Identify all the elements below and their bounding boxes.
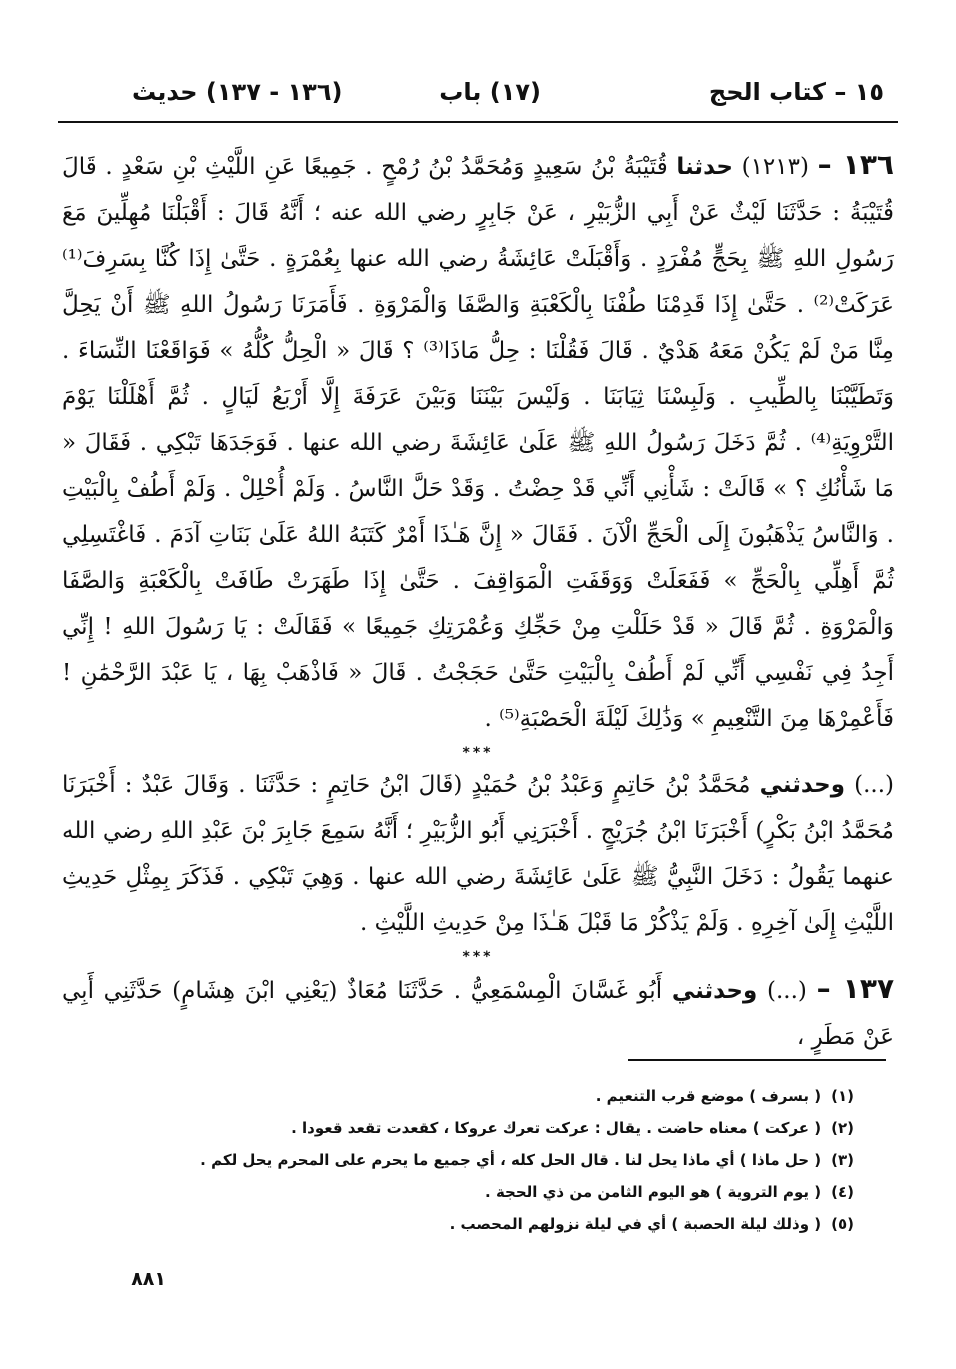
hadith-136-opener: حدثنا [676,154,733,180]
hadith-137-text: أَبُو غَسَّانَ الْمِسْمَعِيُّ . حَدَّثَنَا مُعَاذٌ (يَعْنِي ابْنَ هِشَامٍ) حَدَّثَنِي أَبِي عَنْ مَطَرٍ ، [62,978,894,1050]
footnote [62,1112,854,1144]
footnote [62,1208,854,1240]
hadith-136-variant-opener: وحدثني [759,772,846,798]
hadith-136 [62,142,894,742]
header-chapter: (١٧) باب [439,78,541,106]
hadith-137 [62,966,894,1060]
footnote-text: ( بسرف ) موضع قرب التنعيم . [595,1087,822,1105]
footnotes [62,1080,854,1240]
footnote-text: ( يوم التروية ) هو اليوم الثامن من ذي الحجة . [485,1183,822,1201]
hadith-137-marker: (...) [767,978,807,1004]
separator-stars-2: *** [462,949,494,965]
page-number: ٨٨١ [131,1268,166,1290]
footnote-rule [628,1059,886,1061]
running-header [90,78,896,118]
hadith-136-variant-marker: (...) [854,772,895,798]
hadith-137-number: ١٣٧ – [816,972,895,1005]
footnote-number: (٢) [831,1119,854,1137]
footnote-number: (٤) [831,1183,854,1201]
footnote-text: ( حل ماذا ) أي ماذا يحل لنا . قال الحل كله ، أي جميع ما يحرم على المحرم يحل لكم . [200,1151,822,1169]
header-book-title: ١٥ – كتاب الحج [708,78,884,106]
hadith-136-number: ١٣٦ – [817,148,895,181]
header-hadith-range: (١٣٦ - ١٣٧) حديث [132,78,343,106]
footnote [62,1144,854,1176]
separator-stars-1: *** [462,745,494,761]
hadith-136-variant [62,762,894,946]
footnote-number: (١) [831,1087,854,1105]
hadith-137-opener: وحدثني [671,978,758,1004]
header-rule [58,121,898,123]
main-text [62,142,894,1060]
hadith-136-ref: (١٢١٣) [741,154,809,180]
footnote-number: (٣) [831,1151,854,1169]
footnote [62,1080,854,1112]
footnote-number: (٥) [831,1215,854,1233]
footnote-text: ( وذلك ليلة الحصبة ) أي في ليلة نزولهم المحصب . [449,1215,822,1233]
footnote-text: ( عركت ) معناه حاضت . يقال : عركت تعرك عروكا ، كقعدت تقعد قعودا . [291,1119,822,1137]
hadith-136-variant-text: مُحَمَّدُ بْنُ حَاتِمٍ وَعَبْدُ بْنُ حُمَيْدٍ (قَالَ ابْنُ حَاتِمٍ : حَدَّثَنَا . وَقَالَ عَبْدٌ : أَخْبَرَنَا مُحَمَّدُ ابْنُ بَكْرٍ) أَخْبَرَنَا ابْنُ جُرَيْجٍ . أَخْبَرَنِي أَبُو الزُّبَيْرِ ؛ أَنَّهُ سَمِعَ جَابِرَ بْنَ عَبْدِ اللهِ رضي الله عنهما يَقُولُ : دَخَلَ النَّبِيُّ ﷺ عَلَىٰ عَائِشَةَ رضي الله عنها . وَهِيَ تَبْكِي . فَذَكَرَ بِمِثْلِ حَدِيثِ اللَّيْثِ إِلَىٰ آخِرِهِ . وَلَمْ يَذْكُرْ مَا قَبْلَ هَـٰذَا مِنْ حَدِيثِ اللَّيْثِ . [62,772,894,936]
footnote [62,1176,854,1208]
hadith-136-text: قُتَيْبَةُ بْنُ سَعِيدٍ وَمُحَمَّدُ بْنُ رُمْحٍ . جَمِيعًا عَنِ اللَّيْثِ بْنِ سَعْدٍ . قَالَ قُتَيْبَةُ : حَدَّثَنَا لَيْثٌ عَنْ أَبِي الزُّبَيْرِ ، عَنْ جَابِرٍ رضي الله عنه ؛ أَنَّهُ قَالَ : أَقْبَلْنَا مُهِلِّينَ مَعَ رَسُولِ اللهِ ﷺ بِحَجٍّ مُفْرَدٍ . وَأَقْبَلَتْ عَائِشَةُ رضي الله عنها بِعُمْرَةٍ . حَتَّىٰ إِذَا كُنَّا بِسَرِفَ⁽¹⁾ عَرَكَتْ⁽²⁾ . حَتَّىٰ إِذَا قَدِمْنَا طُفْنَا بِالْكَعْبَةِ وَالصَّفَا وَالْمَرْوَةِ . فَأَمَرَنَا رَسُولُ اللهِ ﷺ أَنْ يَحِلَّ مِنَّا مَنْ لَمْ يَكُنْ مَعَهُ هَدْيٌ . قَالَ فَقُلْنَا : حِلُّ مَاذَا⁽³⁾ ؟ قَالَ « الْحِلُّ كُلُّهُ » فَوَاقَعْنَا النِّسَاءَ . وَتَطَيَّبْنَا بِالطِّيبِ . وَلَبِسْنَا ثِيَابَنَا . وَلَيْسَ بَيْنَنَا وَبَيْنَ عَرَفَةَ إِلَّا أَرْبَعُ لَيَالٍ . ثُمَّ أَهْلَلْنَا يَوْمَ التَّرْوِيَةِ⁽⁴⁾ . ثُمَّ دَخَلَ رَسُولُ اللهِ ﷺ عَلَىٰ عَائِشَةَ رضي الله عنها . فَوَجَدَهَا تَبْكِي . فَقَالَ « مَا شَأْنُكِ ؟ » قَالَتْ : شَأْنِي أَنِّي قَدْ حِضْتُ . وَقَدْ حَلَّ النَّاسُ . وَلَمْ أُحْلِلْ . وَلَمْ أَطُفْ بِالْبَيْتِ . وَالنَّاسُ يَذْهَبُونَ إِلَى الْحَجِّ الْآنَ . فَقَالَ « إِنَّ هَـٰذَا أَمْرٌ كَتَبَهُ اللهُ عَلَىٰ بَنَاتِ آدَمَ . فَاغْتَسِلِي ثُمَّ أَهِلِّي بِالْحَجِّ » فَفَعَلَتْ وَوَقَفَتِ الْمَوَاقِفَ . حَتَّىٰ إِذَا طَهَرَتْ طَافَتْ بِالْكَعْبَةِ وَالصَّفَا وَالْمَرْوَةِ . ثُمَّ قَالَ « قَدْ حَلَلْتِ مِنْ حَجِّكِ وَعُمْرَتِكِ جَمِيعًا » فَقَالَتْ : يَا رَسُولَ اللهِ ! إِنِّي أَجِدُ فِي نَفْسِي أَنِّي لَمْ أَطُفْ بِالْبَيْتِ حَتَّىٰ حَجَجْتُ . قَالَ « فَاذْهَبْ بِهَا ، يَا عَبْدَ الرَّحْمَٰنِ ! فَأَعْمِرْهَا مِنَ التَّنْعِيمِ » وَذَٰلِكَ لَيْلَةَ الْحَصْبَةِ⁽⁵⁾ . [62,154,894,732]
